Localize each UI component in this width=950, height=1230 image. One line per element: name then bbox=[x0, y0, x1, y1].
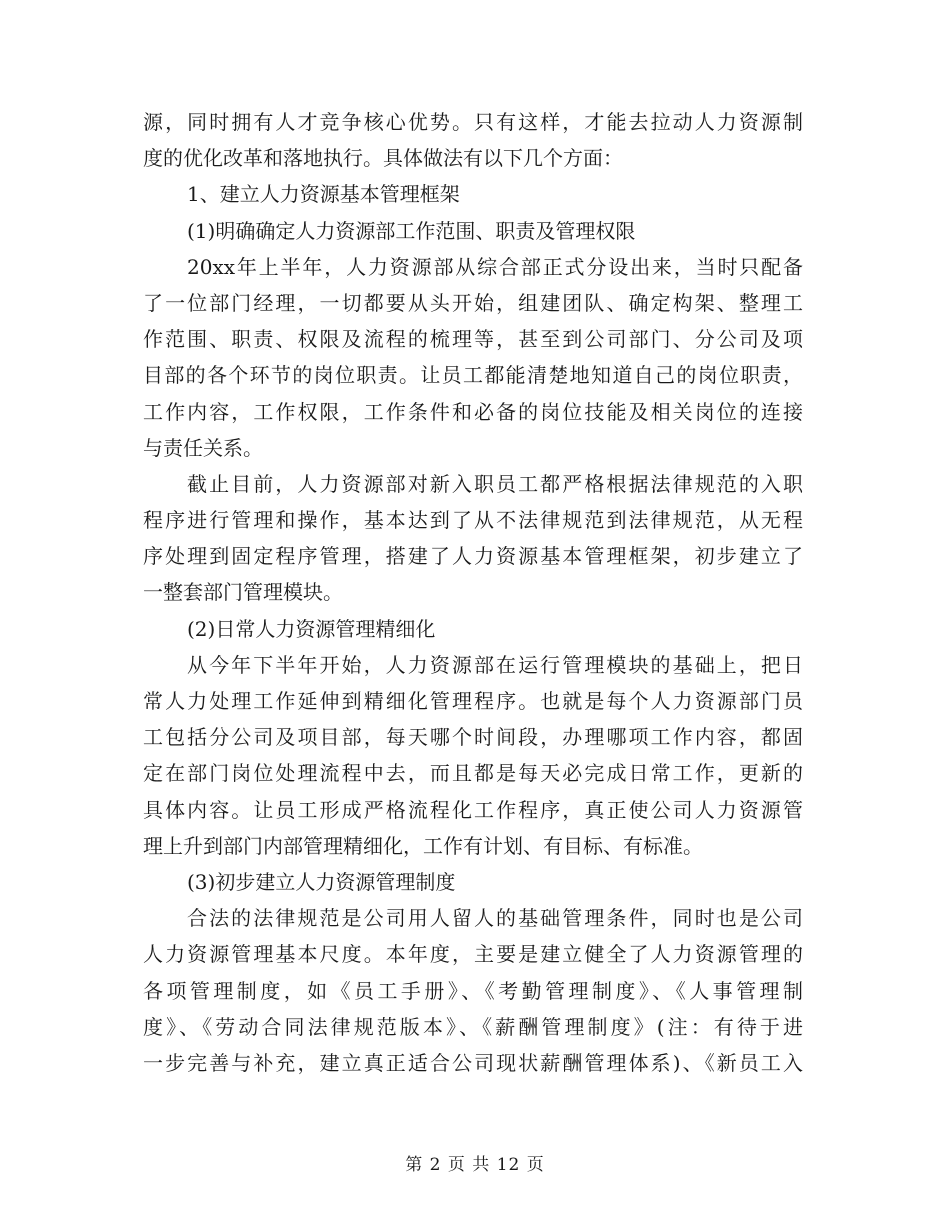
text-line: 序处理到固定程序管理，搭建了人力资源基本管理框架，初步建立了 bbox=[143, 544, 803, 569]
text-line: 合法的法律规范是公司用人留人的基础管理条件，同时也是公司 bbox=[187, 906, 803, 931]
text-line: 与责任关系。 bbox=[143, 435, 263, 460]
text-line: 20xx年上半年，人力资源部从综合部正式分设出来，当时只配备 bbox=[187, 254, 803, 279]
text-line: 各项管理制度，如《员工手册》、《考勤管理制度》、《人事管理制 bbox=[143, 978, 803, 1003]
text-line: 目部的各个环节的岗位职责。让员工都能清楚地知道自己的岗位职责， bbox=[143, 363, 803, 388]
text-line: 作范围、职责、权限及流程的梳理等，甚至到公司部门、分公司及项 bbox=[143, 327, 803, 352]
text-line: 理上升到部门内部管理精细化，工作有计划、有目标、有标准。 bbox=[143, 833, 703, 858]
text-line: 常人力处理工作延伸到精细化管理程序。也就是每个人力资源部门员 bbox=[143, 689, 803, 713]
text-line: 定在部门岗位处理流程中去，而且都是每天必完成日常工作，更新的 bbox=[143, 761, 803, 786]
text-line: 人力资源管理基本尺度。本年度，主要是建立健全了人力资源管理的 bbox=[143, 942, 803, 967]
text-line: 了一位部门经理，一切都要从头开始，组建团队、确定构架、整理工 bbox=[143, 290, 803, 315]
text-line: 工包括分公司及项目部，每天哪个时间段，办理哪项工作内容，都固 bbox=[143, 725, 803, 750]
document-body bbox=[143, 104, 803, 1081]
text-line: 度》、《劳动合同法律规范版本》、《薪酬管理制度》(注：有待于进 bbox=[143, 1014, 803, 1039]
text-line: 具体内容。让员工形成严格流程化工作程序，真正使公司人力资源管 bbox=[143, 797, 803, 822]
text-line: 源，同时拥有人才竞争核心优势。只有这样，才能去拉动人力资源制 bbox=[143, 110, 803, 134]
page-footer: 第 2 页 共 12 页 bbox=[405, 1155, 545, 1175]
text-line: 一整套部门管理模块。 bbox=[143, 580, 343, 605]
text-line: (1)明确确定人力资源部工作范围、职责及管理权限 bbox=[187, 218, 636, 243]
text-line: 度的优化改革和落地执行。具体做法有以下几个方面： bbox=[143, 146, 623, 171]
text-line: 从今年下半年开始，人力资源部在运行管理模块的基础上，把日 bbox=[187, 652, 803, 677]
text-line: 程序进行管理和操作，基本达到了从不法律规范到法律规范，从无程 bbox=[143, 508, 803, 533]
text-line: (3)初步建立人力资源管理制度 bbox=[187, 869, 456, 894]
text-line: 1、建立人力资源基本管理框架 bbox=[187, 182, 460, 207]
text-line: (2)日常人力资源管理精细化 bbox=[187, 616, 436, 641]
text-line: 一步完善与补充，建立真正适合公司现状薪酬管理体系)、《新员工入 bbox=[143, 1050, 803, 1075]
text-line: 工作内容，工作权限，工作条件和必备的岗位技能及相关岗位的连接 bbox=[143, 399, 803, 424]
text-line: 截止目前，人力资源部对新入职员工都严格根据法律规范的入职 bbox=[187, 471, 803, 496]
